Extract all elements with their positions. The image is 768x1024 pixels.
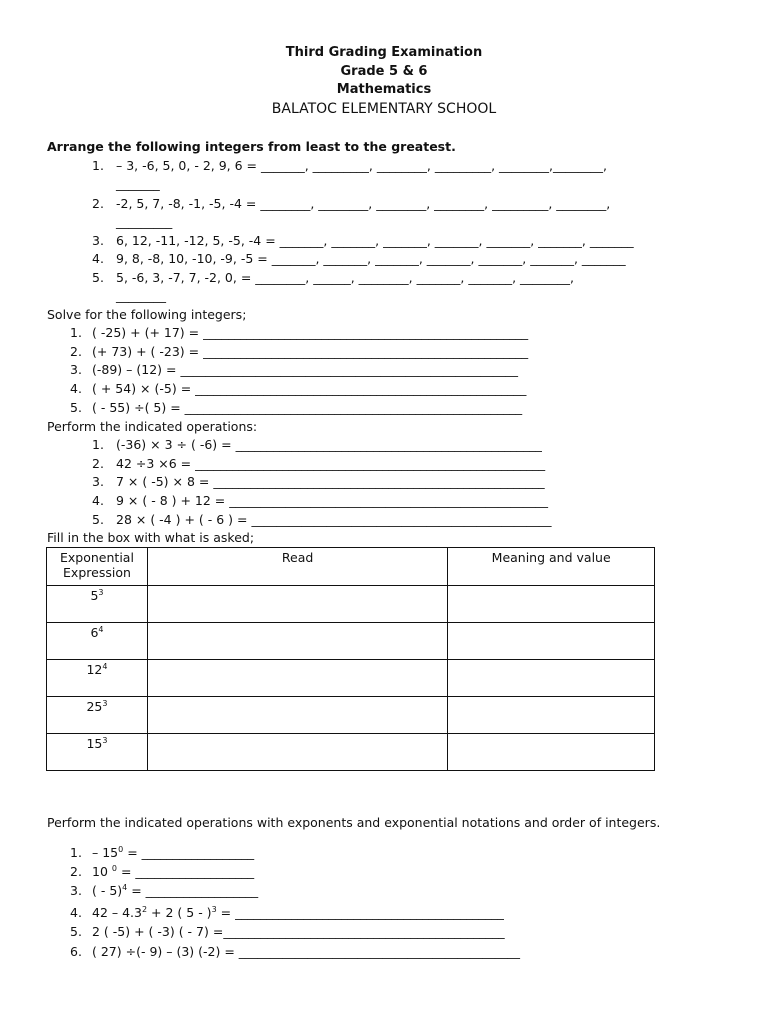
read-cell[interactable] [147,660,447,697]
s1-item5-num: 5. [92,270,104,285]
exponent-table [46,547,655,771]
s5-item4-text: $42 - 4.3^2 + 2$ ( 5 - )$^3$ = ___________________________________________ [92,905,504,921]
s1-item1-num: 1. [92,158,104,173]
section1-title: Arrange the following integers from least to the greatest. [47,139,456,154]
s3-item5-num: 5. [92,512,104,527]
table-header-row [47,548,655,586]
table-row [47,586,655,623]
s2-item3-num: 3. [70,362,82,377]
table-row [47,697,655,734]
expression-cell: $5^3$ [47,586,148,623]
meaning-cell[interactable] [448,586,655,623]
s2-item1-text: ( -25) + (+ 17) = ____________________________________________________ [92,325,529,340]
s1-item4-text: 9, 8, -8, 10, -10, -9, -5 = _______, _______, _______, _______, _______, _______, _______ [116,251,626,266]
s2-item2-text: (+ 73) + ( -23) = ____________________________________________________ [92,344,529,359]
read-cell[interactable] [147,623,447,660]
s1-item5-text: 5, -6, 3, -7, 7, -2, 0, = ________, ______, ________, _______, _______, ________, [116,270,574,285]
read-cell[interactable] [147,734,447,771]
s2-item1-num: 1. [70,325,82,340]
s3-item2-text: 42 ÷3 ×6 = ________________________________________________________ [116,456,546,471]
s2-item2-num: 2. [70,344,82,359]
s5-item3-text: ( - 5)$^4$ = __________________ [92,883,259,899]
s2-item4-num: 4. [70,381,82,396]
meaning-cell[interactable] [448,623,655,660]
s1-item1-text: – 3, -6, 5, 0, - 2, 9, 6 = _______, _________, ________, _________, ________,________, [116,158,607,173]
col-header-meaning: Meaning and value [448,548,655,586]
meaning-cell[interactable] [448,697,655,734]
col-header-read: Read [147,548,447,586]
s1-item2-num: 2. [92,196,104,211]
s3-item3-text: 7 × ( -5) × 8 = _____________________________________________________ [116,474,545,489]
s1-item1-cont: _______ [116,176,160,191]
s3-item4-text: 9 × ( - 8 ) + 12 = ___________________________________________________ [116,493,549,508]
section3-title: Perform the indicated operations: [47,419,258,434]
read-cell[interactable] [147,586,447,623]
read-cell[interactable] [147,697,447,734]
s5-item5-num: 5. [70,924,82,939]
subject: Mathematics [336,82,432,97]
school-name: BALATOC ELEMENTARY SCHOOL [271,101,497,117]
s2-item3-text: (-89) – (12) = ______________________________________________________ [92,362,518,377]
s2-item5-num: 5. [70,400,82,415]
s1-item4-num: 4. [92,251,104,266]
expression-cell: $25^3$ [47,697,148,734]
s5-item1-text: – $15^0$ = __________________ [92,845,255,861]
s3-item4-num: 4. [92,493,104,508]
s1-item2-text: -2, 5, 7, -8, -1, -5, -4 = ________, ________, ________, ________, _________, ________, [116,196,611,211]
s1-item3-text: 6, 12, -11, -12, 5, -5, -4 = _______, _______, _______, _______, _______, _______, _______ [116,233,634,248]
expression-cell: $12^4$ [47,660,148,697]
s5-item4-num: 4. [70,905,82,920]
s3-item3-num: 3. [92,474,104,489]
table-row [47,734,655,771]
table-row [47,660,655,697]
meaning-cell[interactable] [448,734,655,771]
s5-item3-num: 3. [70,883,82,898]
s2-item4-text: ( + 54) × (-5) = _____________________________________________________ [92,381,527,396]
s3-item2-num: 2. [92,456,104,471]
table-row [47,623,655,660]
s5-item2-num: 2. [70,864,82,879]
section4-title: Fill in the box with what is asked; [47,530,255,545]
s3-item1-num: 1. [92,437,104,452]
s3-item5-text: 28 × ( -4 ) + ( - 6 ) = ________________________________________________ [116,512,552,527]
s5-item5-text: 2 ( -5) + ( -3) ( - 7) =_____________________________________________ [92,924,505,939]
s1-item3-num: 3. [92,233,104,248]
s5-item1-num: 1. [70,845,82,860]
s5-item6-num: 6. [70,944,82,959]
s1-item5-cont: ________ [116,288,166,303]
expression-cell: $6^4$ [47,623,148,660]
s2-item5-text: ( - 55) ÷( 5) = ______________________________________________________ [92,400,523,415]
s5-item2-text: 10 $^0$ = ___________________ [92,864,255,880]
exam-title: Third Grading Examination [285,45,483,60]
s5-item6-text: ( 27) ÷(- 9) – (3) (-2) = _____________________________________________ [92,944,521,959]
col-header-exponential: Exponential Expression [47,548,148,586]
section5-title: Perform the indicated operations with exponents and exponential notations and order of integers. [47,815,661,830]
section2-title: Solve for the following integers; [47,307,247,322]
expression-cell: $15^3$ [47,734,148,771]
s3-item1-text: (-36) × 3 ÷ ( -6) = _________________________________________________ [116,437,542,452]
grade-level: Grade 5 & 6 [340,64,428,79]
s1-item2-cont: _________ [116,214,173,229]
meaning-cell[interactable] [448,660,655,697]
